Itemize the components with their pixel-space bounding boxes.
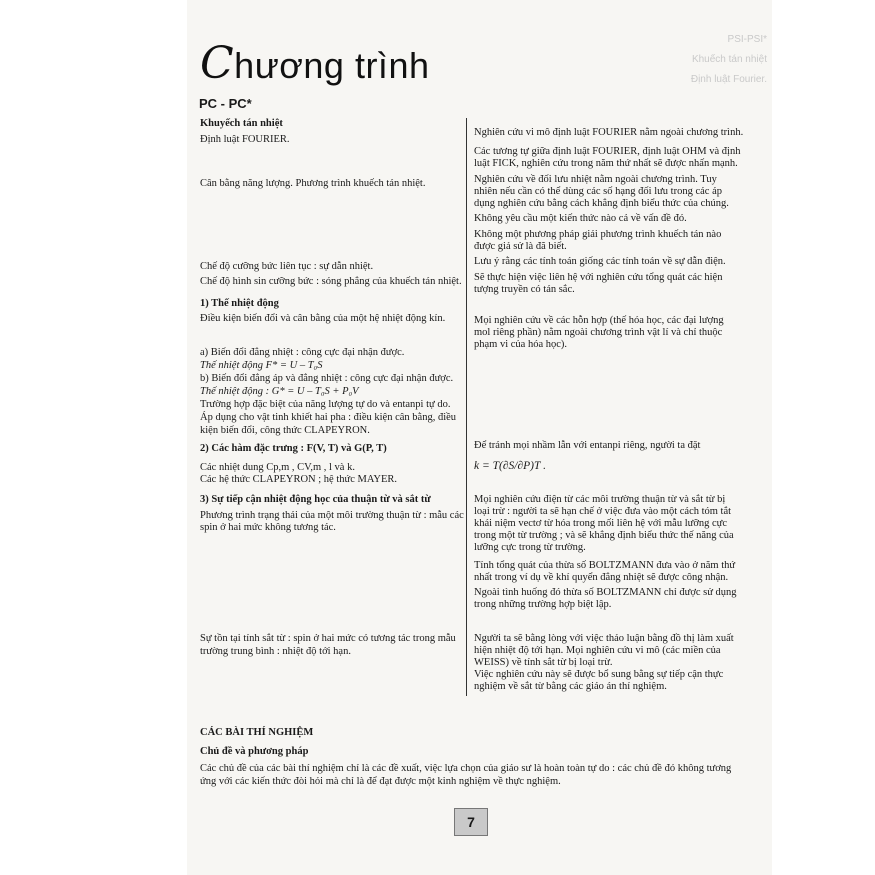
note-2a: Các tương tự giữa định luật FOURIER, định luật OHM và định [474,146,741,157]
text-special-1: Trường hợp đặc biệt của năng lượng tự do và entanpi tự do. [200,399,451,410]
heading-thermo-potential: 1) Thế nhiệt động [200,298,279,309]
formula-k: k = T(∂S/∂P)T . [474,460,546,472]
note-8a: Mọi nghiên cứu về các hỗn hợp (thế hóa học, các đại lượng [474,315,724,326]
note-12b: trong những trường hợp biệt lập. [474,599,612,610]
heading-topics: Chủ đề và phương pháp [200,746,309,757]
note-10b: loại trừ : người ta sẽ hạn chế ở việc đưa vào một cách tóm tắt [474,506,732,517]
note-10c: khái niệm vectơ từ hóa trong mối liên hệ với mẫu lưỡng cực [474,518,728,529]
text-conditions: Điều kiện biến đổi và cân bằng của một hệ nhiệt động kín. [200,313,446,324]
text-isothermal: a) Biến đổi đẳng nhiệt : công cực đại nhận được. [200,347,405,358]
note-4: Không yêu cầu một kiến thức nào cả về vấn đề đó. [474,213,687,224]
note-6: Lưu ý rằng các tính toán giống các tính toán về sự dẫn điện. [474,256,726,267]
note-14b: nghiệm về sắt từ bằng các giáo án thí nghiệm. [474,681,667,692]
text-forced-continuous: Chế độ cưỡng bức liên tục : sự dẫn nhiệt. [200,261,374,272]
note-11b: nhất trong ví dụ về khí quyển đẳng nhiệt sẽ được công nhận. [474,572,729,583]
text-experiments-2: ứng với các kiến thức đòi hỏi mà chỉ là để đạt được một kinh nghiệm về thực nghiệm. [200,776,561,787]
text-isobaric: b) Biến đổi đẳng áp và đẳng nhiệt : công cực đại nhận được. [200,373,454,384]
note-13b: hiện nhiệt độ tới hạn. Mọi nghiên cứu vi mô (các miền của [474,645,721,656]
text-paramagnetic-2: spin ở hai mức không tương tác. [200,522,336,533]
note-7b: tượng truyền có tán sắc. [474,284,575,295]
note-5b: được giả sử là đã biết. [474,241,567,252]
note-11a: Tính tổng quát của thừa số BOLTZMANN đưa vào ở năm thứ [474,560,736,571]
heading-experiments: CÁC BÀI THÍ NGHIỆM [200,727,314,738]
note-2b: luật FICK, nghiên cứu trong năm thứ nhất sẽ được nhấn mạnh. [474,158,738,169]
note-9: Để tránh mọi nhầm lẫn với entanpi riêng, người ta đặt [474,440,701,451]
note-8c: phạm vi của hóa học). [474,339,568,350]
note-13a: Người ta sẽ bằng lòng với việc thảo luận bằng đồ thị làm xuất [474,633,734,644]
text-ferro-1: Sự tồn tại tính sắt từ : spin ở hai mức có tương tác trong mẫu [200,633,456,644]
note-10e: lưỡng cực trong từ trường. [474,542,586,553]
note-14a: Việc nghiên cứu này sẽ được bổ sung bằng sự tiếp cận thực [474,669,724,680]
note-3c: dụng nghiên cứu bằng cách khẳng định biểu thức của chúng. [474,198,729,209]
text-special-3: kiện biến đổi, công thức CLAPEYRON. [200,425,370,436]
formula-f: Thế nhiệt động F* = U – T₀S [200,360,323,371]
heading-diffusion: Khuyếch tán nhiệt [200,118,283,129]
text-paramagnetic-1: Phương trình trạng thái của một môi trường thuận từ : mẫu các [200,510,464,521]
text-special-2: Áp dụng cho vật tinh khiết hai pha : điều kiện cân bằng, điều [200,412,457,423]
page-title: Chương trình [200,38,430,89]
note-8b: mol riêng phần) nằm ngoài chương trình vật lí và chỉ thuộc [474,327,723,338]
bleed-through-text: PSI-PSI* Khuếch tán nhiệt Định luật Fourier. [690,34,767,85]
note-12a: Ngoài tình huống đó thừa số BOLTZMANN chỉ được sử dụng [474,587,737,598]
section-label: PC - PC* [199,96,252,111]
note-13c: WEISS) về tính sắt từ bị loại trừ. [474,657,613,668]
formula-g: Thế nhiệt động : G* = U – T₀S + P₀V [200,386,359,397]
text-fourier: Định luật FOURIER. [200,134,290,145]
note-3b: nhiên nếu cần có thể dùng các số hạng đối lưu trong các áp [474,186,722,197]
note-10d: trong một từ trường ; và sẽ khẳng định biểu thức thế năng của [474,530,734,541]
text-clapeyron: Các hệ thức CLAPEYRON ; hệ thức MAYER. [200,474,398,485]
page-number: 7 [454,808,488,836]
column-divider [466,118,467,696]
text-ferro-2: trường trung bình : nhiệt độ tới hạn. [200,646,351,657]
heading-characteristic-functions: 2) Các hàm đặc trưng : F(V, T) và G(P, T) [200,443,387,454]
note-7a: Sẽ thực hiện việc liên hệ với nghiên cứu tổng quát các hiện [474,272,723,283]
text-heat-capacities: Các nhiệt dung Cp,m , CV,m , l và k. [200,462,355,473]
note-1: Nghiên cứu vi mô định luật FOURIER nằm ngoài chương trình. [474,127,744,138]
note-5a: Không một phương pháp giải phương trình khuếch tán nào [474,229,722,240]
note-3a: Nghiên cứu về đối lưu nhiệt nằm ngoài chương trình. Tuy [474,174,717,185]
text-experiments-1: Các chủ đề của các bài thí nghiệm chỉ là các đề xuất, việc lựa chọn của giáo sư là hoàn toàn tự do : các chủ đề đó không tương [200,763,732,774]
text-forced-sinusoidal: Chế độ hình sin cưỡng bức : sóng phẳng của khuếch tán nhiệt. [200,276,462,287]
heading-paramagnetism: 3) Sự tiếp cận nhiệt động học của thuận từ và sắt từ [200,494,431,505]
text-energy-balance: Cân bằng năng lượng. Phương trình khuếch tán nhiệt. [200,178,426,189]
note-10a: Mọi nghiên cứu điện từ các môi trường thuận từ và sắt từ bị [474,494,726,505]
